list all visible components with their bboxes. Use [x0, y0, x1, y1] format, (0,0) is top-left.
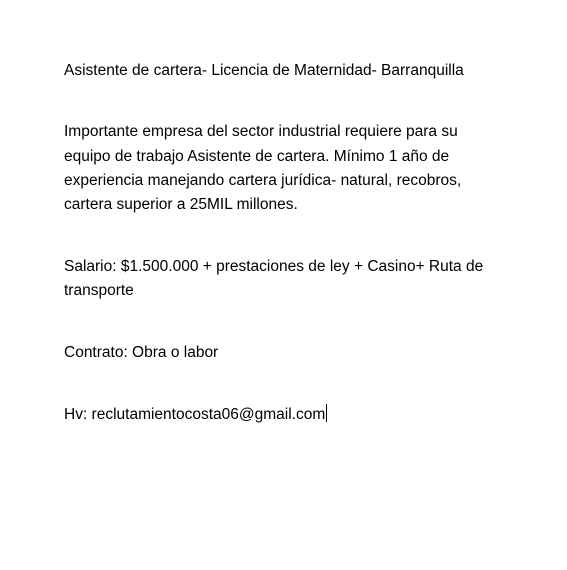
description-line: equipo de trabajo Asistente de cartera. Mínimo 1 año de: [64, 148, 450, 165]
description-line: Importante empresa del sector industrial requiere para su: [64, 123, 458, 140]
hv-line[interactable]: [64, 404, 327, 426]
salary-line: transporte: [64, 282, 134, 299]
description-line: experiencia manejando cartera jurídica- natural, recobros,: [64, 172, 462, 189]
description-line: cartera superior a 25MIL millones.: [64, 196, 298, 213]
text-cursor: [326, 404, 327, 422]
job-title: Asistente de cartera- Licencia de Maternidad- Barranquilla: [64, 62, 464, 79]
contract-line: Contrato: Obra o labor: [64, 344, 219, 361]
salary-line: Salario: $1.500.000 + prestaciones de ley + Casino+ Ruta de: [64, 258, 484, 275]
hv-text: Hv: reclutamientocosta06@gmail.com: [64, 406, 326, 423]
